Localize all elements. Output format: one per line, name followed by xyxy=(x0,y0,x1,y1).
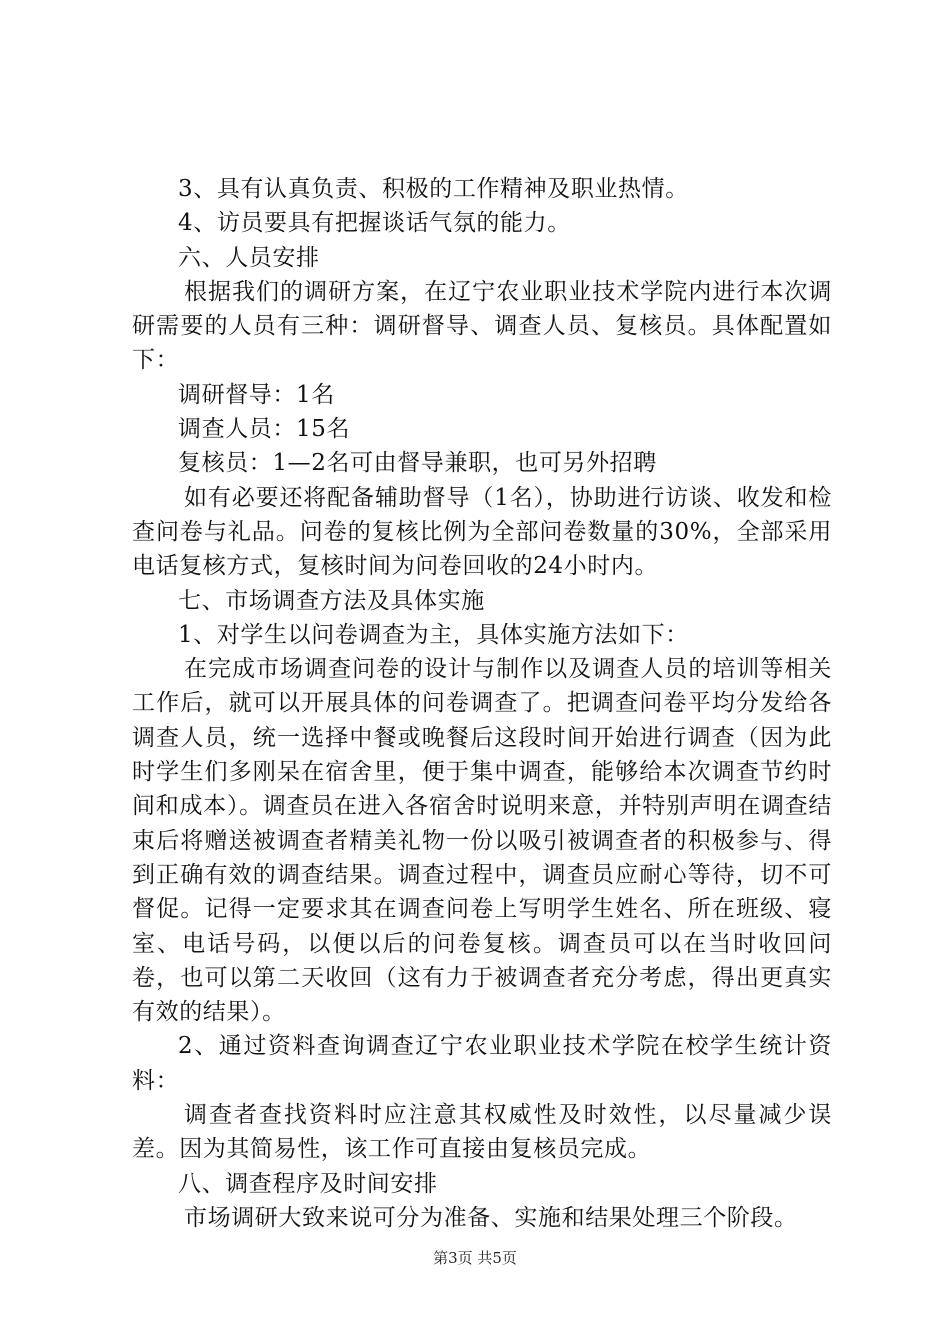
paragraph: 根据我们的调研方案，在辽宁农业职业技术学院内进行本次调研需要的人员有三种：调研督导、调查人员、复核员。具体配置如下： xyxy=(132,278,832,374)
section-heading: 八、调查程序及时间安排 xyxy=(178,1170,438,1197)
paragraph: 3、具有认真负责、积极的工作精神及职业热情。 xyxy=(178,176,689,202)
paragraph: 复核员：1—2名可由督导兼职，也可另外招聘 xyxy=(178,450,657,477)
paragraph: 1、对学生以问卷调查为主，具体实施方法如下： xyxy=(178,621,689,648)
section-heading: 六、人员安排 xyxy=(178,244,320,271)
paragraph: 在完成市场调查问卷的设计与制作以及调查人员的培训等相关工作后，就可以开展具体的问卷调查了。把调查问卷平均分发给各调查人员，统一选择中餐或晚餐后这段时间开始进行调查（因为此时学生们多刚呆在宿舍里，便于集中调查，能够给本次调查节约时间和成本）。调查员在进入各宿舍时说明来意，并特别声明在调查结束后将赠送被调查者精美礼物一份以吸引被调查者的积极参与、得到正确有效的调查结果。调查过程中，调查员应耐心等待，切不可督促。记得一定要求其在调查问卷上写明学生姓名、所在班级、寝室、电话号码，以便以后的问卷复核。调查员可以在当时收回问卷，也可以第二天收回（这有力于被调查者充分考虑，得出更真实有效的结果）。 xyxy=(132,656,832,1026)
paragraph: 如有必要还将配备辅助督导（1名），协助进行访谈、收发和检查问卷与礼品。问卷的复核比例为全部问卷数量的30%，全部采用电话复核方式，复核时间为问卷回收的24小时内。 xyxy=(132,484,832,580)
paragraph: 2、通过资料查询调查辽宁农业职业技术学院在校学生统计资料： xyxy=(132,1033,832,1094)
paragraph: 4、访员要具有把握谈话气氛的能力。 xyxy=(178,210,571,237)
page-number-footer: 第3页 共5页 xyxy=(433,1249,517,1267)
paragraph: 调查者查找资料时应注意其权威性及时效性，以尽量减少误差。因为其简易性，该工作可直接由复核员完成。 xyxy=(132,1102,832,1163)
document-body xyxy=(132,172,832,1235)
paragraph: 调研督导：1名 xyxy=(178,381,335,408)
paragraph: 调查人员：15名 xyxy=(178,416,351,443)
paragraph: 市场调研大致来说可分为准备、实施和结果处理三个阶段。 xyxy=(184,1204,798,1231)
section-heading: 七、市场调查方法及具体实施 xyxy=(178,587,485,614)
